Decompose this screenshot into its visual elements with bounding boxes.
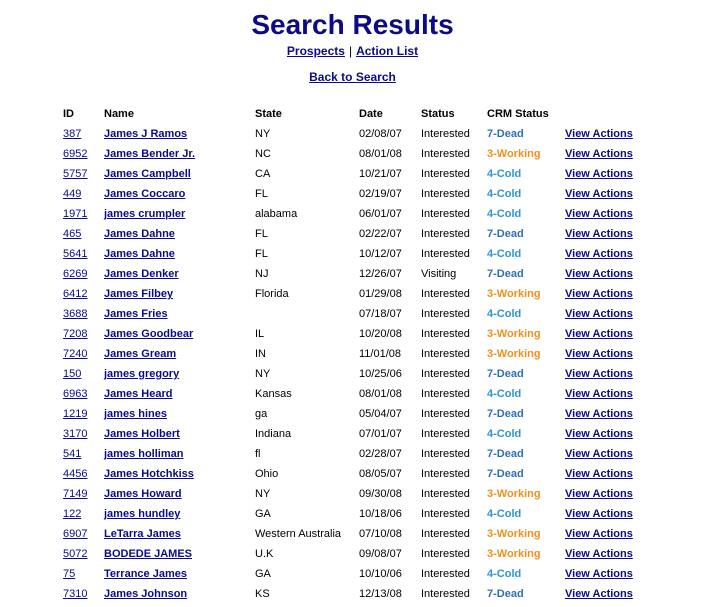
top-nav xyxy=(0,44,705,58)
name-cell xyxy=(104,524,255,544)
table-row xyxy=(63,304,655,324)
status-cell: Interested xyxy=(421,468,470,480)
state-cell: NY xyxy=(255,128,271,140)
header-state: State xyxy=(255,108,282,120)
crm-status-cell: 7-Dead xyxy=(487,448,524,460)
state-cell: ga xyxy=(255,408,268,420)
crm-status-cell: 7-Dead xyxy=(487,228,524,240)
name-cell xyxy=(104,484,255,504)
table-row xyxy=(63,564,655,584)
prospect-id-link[interactable]: 3170 xyxy=(63,428,88,440)
prospect-name-link[interactable]: James Heard xyxy=(104,388,173,400)
prospect-name-link[interactable]: james holliman xyxy=(104,448,184,460)
header-status: Status xyxy=(421,108,455,120)
status-cell: Interested xyxy=(421,208,470,220)
view-actions-link[interactable]: View Actions xyxy=(565,168,633,180)
prospect-id-link[interactable]: 7149 xyxy=(63,488,88,500)
id-cell xyxy=(63,244,104,264)
crm-status-cell: 4-Cold xyxy=(487,188,522,200)
prospect-name-link[interactable]: james hundley xyxy=(104,508,181,520)
prospect-name-link[interactable]: james hines xyxy=(104,408,167,420)
prospect-name-link[interactable]: James Gream xyxy=(104,348,177,360)
state-cell: NC xyxy=(255,148,271,160)
id-cell xyxy=(63,164,104,184)
id-cell xyxy=(63,404,104,424)
date-cell: 10/10/06 xyxy=(359,568,402,580)
prospect-name-link[interactable]: James Howard xyxy=(104,488,182,500)
status-cell: Interested xyxy=(421,568,470,580)
prospect-name-link[interactable]: BODEDE JAMES xyxy=(104,548,193,560)
crm-status-cell: 7-Dead xyxy=(487,368,524,380)
results-table xyxy=(63,104,655,604)
table-row xyxy=(63,164,655,184)
status-cell: Interested xyxy=(421,488,470,500)
date-cell: 08/01/08 xyxy=(359,388,402,400)
view-actions-link[interactable]: View Actions xyxy=(565,208,633,220)
date-cell: 12/13/08 xyxy=(359,588,402,600)
state-cell: Florida xyxy=(255,288,289,300)
actions-cell xyxy=(565,264,655,284)
view-actions-link[interactable]: View Actions xyxy=(565,308,633,320)
crm-status-cell: 4-Cold xyxy=(487,388,522,400)
actions-cell xyxy=(565,564,655,584)
name-cell xyxy=(104,384,255,404)
name-cell xyxy=(104,244,255,264)
id-cell xyxy=(63,464,104,484)
prospect-id-link[interactable]: 6269 xyxy=(63,268,88,280)
actions-cell xyxy=(565,404,655,424)
id-cell xyxy=(63,484,104,504)
status-cell: Interested xyxy=(421,368,470,380)
id-cell xyxy=(63,344,104,364)
view-actions-link[interactable]: View Actions xyxy=(565,468,633,480)
view-actions-link[interactable]: View Actions xyxy=(565,288,633,300)
name-cell xyxy=(104,164,255,184)
name-cell xyxy=(104,584,255,604)
crm-status-cell: 3-Working xyxy=(487,148,541,160)
status-cell: Interested xyxy=(421,548,470,560)
actions-cell xyxy=(565,244,655,264)
actions-cell xyxy=(565,504,655,524)
date-cell: 07/18/07 xyxy=(359,308,402,320)
actions-cell xyxy=(565,384,655,404)
prospect-id-link[interactable]: 3688 xyxy=(63,308,88,320)
header-name: Name xyxy=(104,108,134,120)
status-cell: Interested xyxy=(421,328,470,340)
view-actions-link[interactable]: View Actions xyxy=(565,128,633,140)
prospect-name-link[interactable]: James Dahne xyxy=(104,228,175,240)
status-cell: Interested xyxy=(421,308,470,320)
date-cell: 09/30/08 xyxy=(359,488,402,500)
state-cell: NJ xyxy=(255,268,269,280)
name-cell xyxy=(104,284,255,304)
crm-status-cell: 7-Dead xyxy=(487,268,524,280)
header-id: ID xyxy=(63,108,74,120)
status-cell: Interested xyxy=(421,288,470,300)
prospect-id-link[interactable]: 122 xyxy=(63,508,82,520)
state-cell: KS xyxy=(255,588,270,600)
table-row xyxy=(63,184,655,204)
crm-status-cell: 7-Dead xyxy=(487,588,524,600)
view-actions-link[interactable]: View Actions xyxy=(565,428,633,440)
prospect-id-link[interactable]: 5641 xyxy=(63,248,88,260)
status-cell: Interested xyxy=(421,128,470,140)
prospect-name-link[interactable]: James Johnson xyxy=(104,588,188,600)
view-actions-link[interactable]: View Actions xyxy=(565,268,633,280)
view-actions-link[interactable]: View Actions xyxy=(565,508,633,520)
prospect-name-link[interactable]: LeTarra James xyxy=(104,528,181,540)
id-cell xyxy=(63,384,104,404)
view-actions-link[interactable]: View Actions xyxy=(565,448,633,460)
table-row xyxy=(63,264,655,284)
id-cell xyxy=(63,124,104,144)
id-cell xyxy=(63,584,104,604)
back-to-search-link[interactable]: Back to Search xyxy=(309,70,396,84)
state-cell: U.K xyxy=(255,548,274,560)
date-cell: 08/05/07 xyxy=(359,468,402,480)
actions-cell xyxy=(565,524,655,544)
prospect-id-link[interactable]: 5757 xyxy=(63,168,88,180)
table-row xyxy=(63,504,655,524)
id-cell xyxy=(63,224,104,244)
actions-cell xyxy=(565,164,655,184)
table-row xyxy=(63,324,655,344)
status-cell: Interested xyxy=(421,408,470,420)
view-actions-link[interactable]: View Actions xyxy=(565,188,633,200)
name-cell xyxy=(104,364,255,384)
prospect-id-link[interactable]: 1971 xyxy=(63,208,88,220)
table-row xyxy=(63,524,655,544)
prospect-name-link[interactable]: James Hotchkiss xyxy=(104,468,194,480)
prospect-id-link[interactable]: 5072 xyxy=(63,548,88,560)
date-cell: 02/19/07 xyxy=(359,188,402,200)
view-actions-link[interactable]: View Actions xyxy=(565,588,633,600)
id-cell xyxy=(63,564,104,584)
status-cell: Interested xyxy=(421,428,470,440)
header-crm-status: CRM Status xyxy=(487,108,549,120)
id-cell xyxy=(63,444,104,464)
prospect-id-link[interactable]: 75 xyxy=(63,568,76,580)
nav-separator: | xyxy=(348,44,353,58)
crm-status-cell: 7-Dead xyxy=(487,408,524,420)
id-cell xyxy=(63,144,104,164)
table-row xyxy=(63,384,655,404)
id-cell xyxy=(63,364,104,384)
crm-status-cell: 4-Cold xyxy=(487,568,522,580)
prospect-id-link[interactable]: 7208 xyxy=(63,328,88,340)
id-cell xyxy=(63,304,104,324)
table-row xyxy=(63,344,655,364)
view-actions-link[interactable]: View Actions xyxy=(565,388,633,400)
state-cell: GA xyxy=(255,508,271,520)
view-actions-link[interactable]: View Actions xyxy=(565,328,633,340)
date-cell: 07/10/08 xyxy=(359,528,402,540)
state-cell: FL xyxy=(255,188,268,200)
state-cell: Ohio xyxy=(255,468,279,480)
prospect-id-link[interactable]: 6907 xyxy=(63,528,88,540)
state-cell: IL xyxy=(255,328,265,340)
state-cell: IN xyxy=(255,348,266,360)
view-actions-link[interactable]: View Actions xyxy=(565,548,633,560)
view-actions-link[interactable]: View Actions xyxy=(565,368,633,380)
prospect-id-link[interactable]: 150 xyxy=(63,368,82,380)
date-cell: 09/08/07 xyxy=(359,548,402,560)
view-actions-link[interactable]: View Actions xyxy=(565,148,633,160)
date-cell: 11/01/08 xyxy=(359,348,402,360)
table-row xyxy=(63,484,655,504)
prospect-id-link[interactable]: 6412 xyxy=(63,288,88,300)
status-cell: Interested xyxy=(421,188,470,200)
date-cell: 10/21/07 xyxy=(359,168,402,180)
table-header-row xyxy=(63,104,655,124)
back-nav xyxy=(0,70,705,84)
table-row xyxy=(63,444,655,464)
crm-status-cell: 3-Working xyxy=(487,528,541,540)
state-cell xyxy=(255,304,359,324)
results-body xyxy=(63,124,655,604)
status-cell: Interested xyxy=(421,448,470,460)
status-cell: Visiting xyxy=(421,268,457,280)
actions-cell xyxy=(565,304,655,324)
state-cell: Western Australia xyxy=(255,528,342,540)
id-cell xyxy=(63,504,104,524)
date-cell: 10/25/06 xyxy=(359,368,402,380)
prospect-id-link[interactable]: 6952 xyxy=(63,148,88,160)
prospect-id-link[interactable]: 7310 xyxy=(63,588,88,600)
state-cell: Indiana xyxy=(255,428,292,440)
status-cell: Interested xyxy=(421,588,470,600)
name-cell xyxy=(104,404,255,424)
date-cell: 10/12/07 xyxy=(359,248,402,260)
view-actions-link[interactable]: View Actions xyxy=(565,228,633,240)
status-cell: Interested xyxy=(421,248,470,260)
actions-cell xyxy=(565,204,655,224)
prospect-name-link[interactable]: james crumpler xyxy=(104,208,186,220)
id-cell xyxy=(63,424,104,444)
actions-cell xyxy=(565,184,655,204)
crm-status-cell: 3-Working xyxy=(487,548,541,560)
date-cell: 08/01/08 xyxy=(359,148,402,160)
id-cell xyxy=(63,204,104,224)
table-row xyxy=(63,464,655,484)
prospect-id-link[interactable]: 449 xyxy=(63,188,82,200)
name-cell xyxy=(104,544,255,564)
actions-cell xyxy=(565,144,655,164)
prospect-id-link[interactable]: 7240 xyxy=(63,348,88,360)
table-row xyxy=(63,404,655,424)
date-cell: 02/22/07 xyxy=(359,228,402,240)
date-cell: 12/26/07 xyxy=(359,268,402,280)
state-cell: alabama xyxy=(255,208,298,220)
status-cell: Interested xyxy=(421,508,470,520)
name-cell xyxy=(104,264,255,284)
prospects-link[interactable]: Prospects xyxy=(286,44,345,58)
actions-cell xyxy=(565,444,655,464)
state-cell: CA xyxy=(255,168,271,180)
actions-cell xyxy=(565,424,655,444)
crm-status-cell: 4-Cold xyxy=(487,168,522,180)
date-cell: 07/01/07 xyxy=(359,428,402,440)
view-actions-link[interactable]: View Actions xyxy=(565,568,633,580)
crm-status-cell: 4-Cold xyxy=(487,248,522,260)
table-row xyxy=(63,584,655,604)
crm-status-cell: 4-Cold xyxy=(487,428,522,440)
actions-cell xyxy=(565,484,655,504)
view-actions-link[interactable]: View Actions xyxy=(565,488,633,500)
actions-cell xyxy=(565,284,655,304)
state-cell: Kansas xyxy=(255,388,292,400)
state-cell: FL xyxy=(255,228,268,240)
state-cell: NY xyxy=(255,368,271,380)
status-cell: Interested xyxy=(421,388,470,400)
id-cell xyxy=(63,524,104,544)
id-cell xyxy=(63,284,104,304)
table-row xyxy=(63,284,655,304)
prospect-name-link[interactable]: james gregory xyxy=(104,368,180,380)
prospect-name-link[interactable]: James Bender Jr. xyxy=(104,148,196,160)
name-cell xyxy=(104,144,255,164)
name-cell xyxy=(104,324,255,344)
table-row xyxy=(63,424,655,444)
crm-status-cell: 3-Working xyxy=(487,348,541,360)
prospect-name-link[interactable]: Terrance James xyxy=(104,568,187,580)
view-actions-link[interactable]: View Actions xyxy=(565,348,633,360)
name-cell xyxy=(104,304,255,324)
table-row xyxy=(63,124,655,144)
name-cell xyxy=(104,344,255,364)
prospect-name-link[interactable]: James Coccaro xyxy=(104,188,186,200)
name-cell xyxy=(104,504,255,524)
actions-cell xyxy=(565,324,655,344)
header-date: Date xyxy=(359,108,383,120)
name-cell xyxy=(104,124,255,144)
actions-cell xyxy=(565,224,655,244)
status-cell: Interested xyxy=(421,168,470,180)
id-cell xyxy=(63,544,104,564)
table-row xyxy=(63,144,655,164)
state-cell: FL xyxy=(255,248,268,260)
date-cell: 06/01/07 xyxy=(359,208,402,220)
name-cell xyxy=(104,424,255,444)
prospect-name-link[interactable]: James Denker xyxy=(104,268,179,280)
actions-cell xyxy=(565,124,655,144)
date-cell: 02/28/07 xyxy=(359,448,402,460)
page-title: Search Results xyxy=(251,9,454,40)
date-cell: 05/04/07 xyxy=(359,408,402,420)
name-cell xyxy=(104,204,255,224)
id-cell xyxy=(63,184,104,204)
view-actions-link[interactable]: View Actions xyxy=(565,248,633,260)
actions-cell xyxy=(565,364,655,384)
prospect-id-link[interactable]: 465 xyxy=(63,228,82,240)
date-cell: 01/29/08 xyxy=(359,288,402,300)
state-cell: GA xyxy=(255,568,271,580)
prospect-id-link[interactable]: 4456 xyxy=(63,468,88,480)
name-cell xyxy=(104,464,255,484)
status-cell: Interested xyxy=(421,348,470,360)
crm-status-cell: 3-Working xyxy=(487,288,541,300)
state-cell: fl xyxy=(255,448,261,460)
status-cell: Interested xyxy=(421,148,470,160)
table-row xyxy=(63,244,655,264)
prospect-id-link[interactable]: 541 xyxy=(63,448,82,460)
prospect-id-link[interactable]: 6963 xyxy=(63,388,88,400)
actions-cell xyxy=(565,584,655,604)
name-cell xyxy=(104,224,255,244)
crm-status-cell: 7-Dead xyxy=(487,128,524,140)
actions-cell xyxy=(565,544,655,564)
date-cell: 10/18/06 xyxy=(359,508,402,520)
prospect-id-link[interactable]: 1219 xyxy=(63,408,88,420)
crm-status-cell: 7-Dead xyxy=(487,468,524,480)
date-cell: 10/20/08 xyxy=(359,328,402,340)
prospect-name-link[interactable]: James Dahne xyxy=(104,248,175,260)
prospect-name-link[interactable]: James J Ramos xyxy=(104,128,188,140)
prospect-name-link[interactable]: James Filbey xyxy=(104,288,174,300)
prospect-name-link[interactable]: James Goodbear xyxy=(104,328,194,340)
name-cell xyxy=(104,444,255,464)
header-actions xyxy=(565,104,655,124)
table-row xyxy=(63,224,655,244)
prospect-name-link[interactable]: James Campbell xyxy=(104,168,191,180)
actions-cell xyxy=(565,344,655,364)
prospect-name-link[interactable]: James Fries xyxy=(104,308,168,320)
crm-status-cell: 4-Cold xyxy=(487,308,522,320)
view-actions-link[interactable]: View Actions xyxy=(565,528,633,540)
state-cell: NY xyxy=(255,488,271,500)
crm-status-cell: 4-Cold xyxy=(487,208,522,220)
table-row xyxy=(63,364,655,384)
actions-cell xyxy=(565,464,655,484)
id-cell xyxy=(63,264,104,284)
name-cell xyxy=(104,184,255,204)
crm-status-cell: 3-Working xyxy=(487,488,541,500)
table-row xyxy=(63,204,655,224)
prospect-name-link[interactable]: James Holbert xyxy=(104,428,180,440)
status-cell: Interested xyxy=(421,528,470,540)
date-cell: 02/08/07 xyxy=(359,128,402,140)
action-list-link[interactable]: Action List xyxy=(356,44,419,58)
table-row xyxy=(63,544,655,564)
prospect-id-link[interactable]: 387 xyxy=(63,128,82,140)
name-cell xyxy=(104,564,255,584)
crm-status-cell: 4-Cold xyxy=(487,508,522,520)
crm-status-cell: 3-Working xyxy=(487,328,541,340)
view-actions-link[interactable]: View Actions xyxy=(565,408,633,420)
status-cell: Interested xyxy=(421,228,470,240)
id-cell xyxy=(63,324,104,344)
